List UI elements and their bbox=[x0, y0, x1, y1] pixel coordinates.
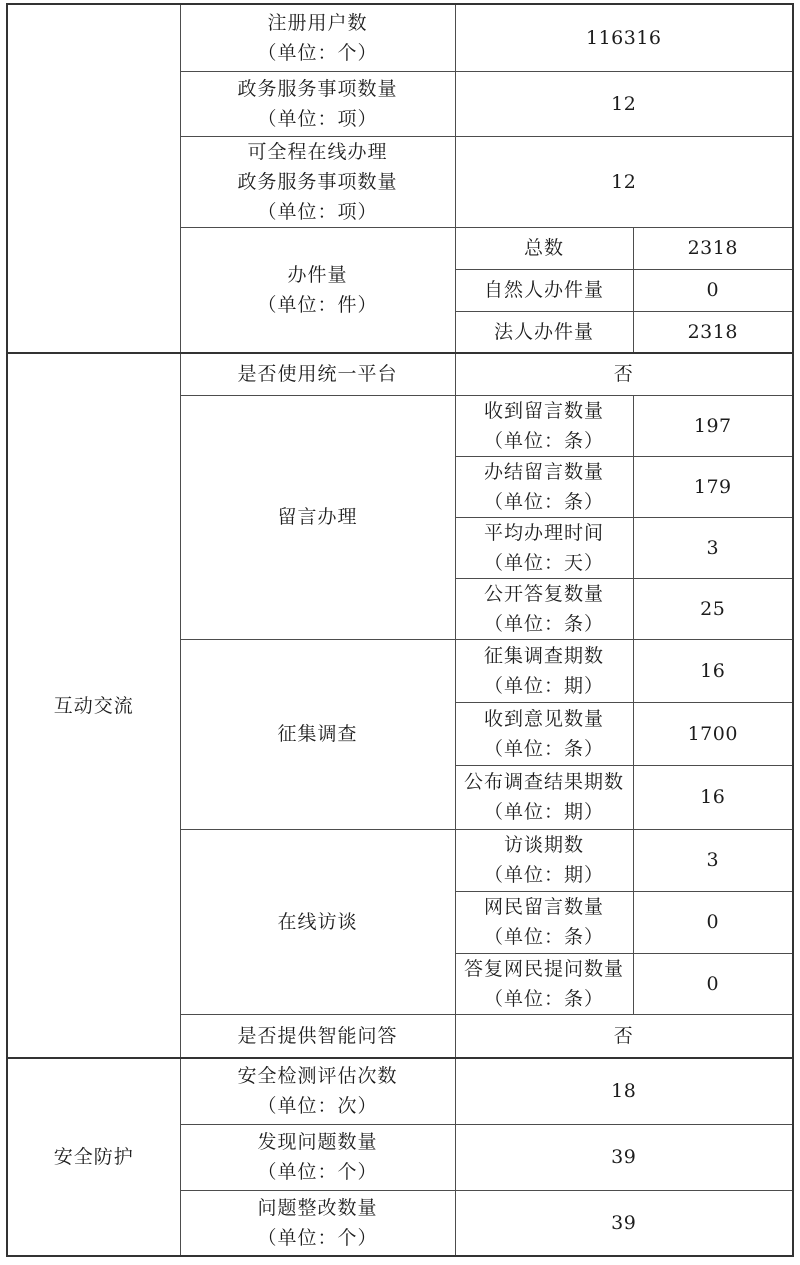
value-smart-qa: 否 bbox=[455, 1014, 793, 1058]
sub-unit-line: （单位：条） bbox=[483, 612, 604, 635]
item-unit-line: （单位：项） bbox=[257, 200, 378, 223]
item-unit-line: （单位：个） bbox=[257, 1161, 378, 1183]
group-cell-blank bbox=[7, 4, 180, 353]
group-cell-security: 安全防护 bbox=[7, 1058, 180, 1256]
value-online-service-items: 12 bbox=[455, 136, 793, 227]
value-survey-periods: 16 bbox=[633, 639, 793, 702]
item-label-surveys: 征集调查 bbox=[180, 639, 455, 829]
sub-label-total: 总数 bbox=[455, 227, 633, 269]
item-unit-line: （单位：件） bbox=[257, 293, 378, 316]
item-label-unified-platform: 是否使用统一平台 bbox=[180, 353, 455, 395]
value-total: 2318 bbox=[633, 227, 793, 269]
sub-label-public-replies bbox=[455, 578, 633, 639]
sub-label-line: 办结留言数量 bbox=[483, 460, 604, 483]
sub-unit-line: （单位：条） bbox=[483, 429, 604, 452]
value-messages-received: 197 bbox=[633, 395, 793, 456]
sub-label-line: 收到留言数量 bbox=[483, 399, 604, 422]
sub-unit-line: （单位：条） bbox=[483, 926, 604, 948]
item-label-registered-users bbox=[180, 4, 455, 71]
item-unit-line: （单位：个） bbox=[257, 1226, 378, 1249]
table-row bbox=[7, 1058, 793, 1124]
sub-label-line: 平均办理时间 bbox=[483, 521, 604, 544]
item-unit-line: （单位：项） bbox=[257, 107, 378, 130]
item-label-line: 政务服务事项数量 bbox=[237, 170, 398, 193]
value-interview-periods: 3 bbox=[633, 829, 793, 891]
value-opinions-received: 1700 bbox=[633, 702, 793, 765]
value-legal-person: 2318 bbox=[633, 311, 793, 353]
value-service-items: 12 bbox=[455, 71, 793, 136]
sub-unit-line: （单位：期） bbox=[483, 864, 604, 886]
sub-label-questions-answered bbox=[455, 953, 633, 1014]
item-label-line: 发现问题数量 bbox=[257, 1131, 378, 1153]
sub-label-average-handling-time bbox=[455, 517, 633, 578]
value-results-published: 16 bbox=[633, 765, 793, 829]
sub-unit-line: （单位：条） bbox=[483, 490, 604, 513]
sub-label-opinions-received bbox=[455, 702, 633, 765]
sub-label-line: 收到意见数量 bbox=[483, 707, 604, 730]
group-cell-interaction: 互动交流 bbox=[7, 353, 180, 1058]
sub-label-line: 网民留言数量 bbox=[483, 896, 604, 918]
sub-unit-line: （单位：期） bbox=[483, 801, 604, 823]
sub-label-legal-person: 法人办件量 bbox=[455, 311, 633, 353]
item-label-security-assessments bbox=[180, 1058, 455, 1124]
value-questions-answered: 0 bbox=[633, 953, 793, 1014]
sub-label-netizen-messages bbox=[455, 891, 633, 953]
value-unified-platform: 否 bbox=[455, 353, 793, 395]
item-label-message-handling: 留言办理 bbox=[180, 395, 455, 639]
sub-unit-line: （单位：条） bbox=[483, 737, 604, 760]
item-label-online-interviews: 在线访谈 bbox=[180, 829, 455, 1014]
item-unit-line: （单位：次） bbox=[257, 1095, 378, 1118]
value-problems-rectified: 39 bbox=[455, 1190, 793, 1256]
value-messages-completed: 179 bbox=[633, 456, 793, 517]
report-table bbox=[6, 3, 794, 1257]
value-problems-found: 39 bbox=[455, 1124, 793, 1190]
sub-label-messages-completed bbox=[455, 456, 633, 517]
sub-unit-line: （单位：天） bbox=[483, 551, 604, 574]
item-label-cases-handled bbox=[180, 227, 455, 353]
sub-label-line: 征集调查期数 bbox=[483, 644, 604, 667]
sub-label-line: 公开答复数量 bbox=[483, 582, 604, 605]
table-row bbox=[7, 4, 793, 71]
item-label-service-items bbox=[180, 71, 455, 136]
value-netizen-messages: 0 bbox=[633, 891, 793, 953]
value-average-handling-time: 3 bbox=[633, 517, 793, 578]
sub-label-natural-person: 自然人办件量 bbox=[455, 269, 633, 311]
item-label-smart-qa: 是否提供智能问答 bbox=[180, 1014, 455, 1058]
item-label-problems-rectified bbox=[180, 1190, 455, 1256]
sub-label-line: 访谈期数 bbox=[503, 834, 584, 856]
value-natural-person: 0 bbox=[633, 269, 793, 311]
item-label-line: 问题整改数量 bbox=[257, 1196, 378, 1219]
sub-unit-line: （单位：条） bbox=[483, 987, 604, 1010]
table-row bbox=[7, 353, 793, 395]
item-unit-line: （单位：个） bbox=[257, 41, 378, 64]
item-label-line: 安全检测评估次数 bbox=[237, 1065, 398, 1088]
sub-label-messages-received bbox=[455, 395, 633, 456]
value-security-assessments: 18 bbox=[455, 1058, 793, 1124]
item-label-line: 政务服务事项数量 bbox=[237, 77, 398, 100]
item-label-line: 可全程在线办理 bbox=[247, 140, 388, 163]
sub-label-line: 答复网民提问数量 bbox=[463, 957, 624, 980]
value-registered-users: 116316 bbox=[455, 4, 793, 71]
item-label-line: 办件量 bbox=[287, 263, 348, 286]
value-public-replies: 25 bbox=[633, 578, 793, 639]
sub-label-survey-periods bbox=[455, 639, 633, 702]
sub-label-results-published bbox=[455, 765, 633, 829]
sub-unit-line: （单位：期） bbox=[483, 674, 604, 697]
item-label-line: 注册用户数 bbox=[267, 11, 368, 34]
item-label-online-service-items bbox=[180, 136, 455, 227]
sub-label-line: 公布调查结果期数 bbox=[463, 771, 624, 793]
item-label-problems-found bbox=[180, 1124, 455, 1190]
sub-label-interview-periods bbox=[455, 829, 633, 891]
